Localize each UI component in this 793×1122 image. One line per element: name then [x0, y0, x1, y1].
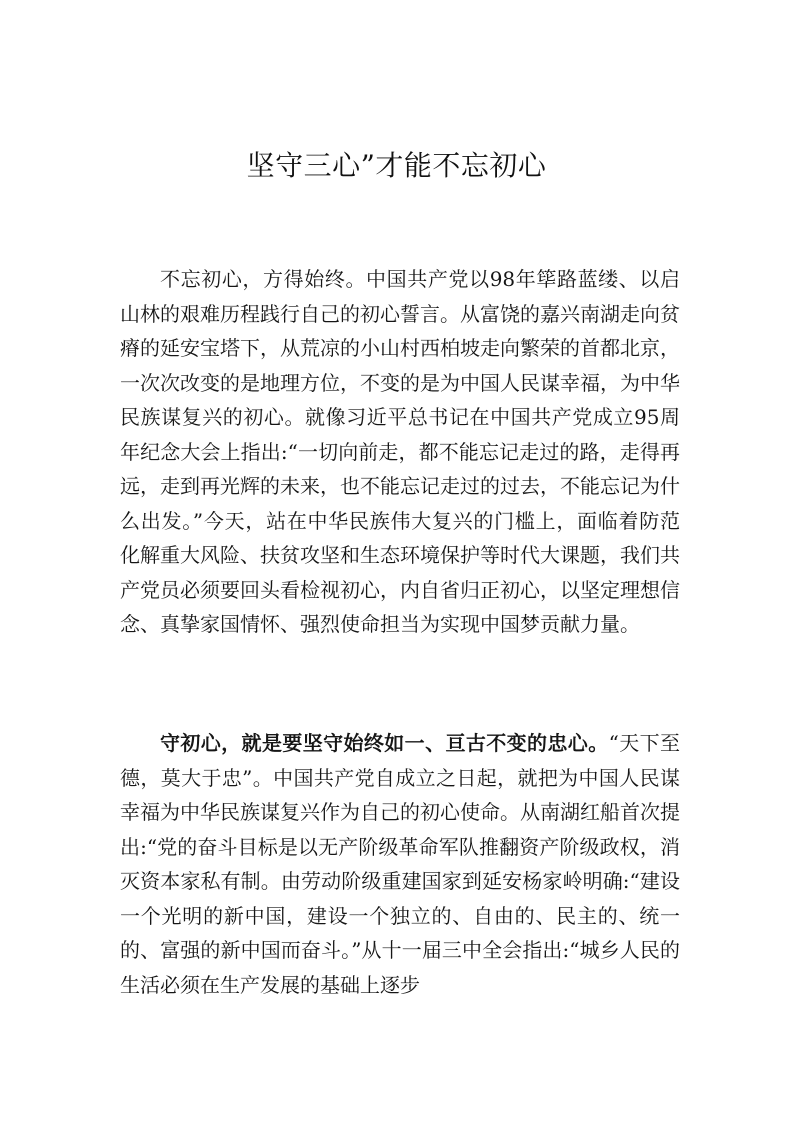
paragraph-2	[120, 726, 680, 1002]
document-title: 坚守三心”才能不忘初心	[246, 149, 547, 182]
paragraph-1-text: 不忘初心，方得始终。中国共产党以98年筚路蓝缕、以启山林的艰难历程践行自己的初心誓言。从富饶的嘉兴南湖走向贫瘠的延安宝塔下，从荒凉的小山村西柏坡走向繁荣的首都北京，一次次改变的是地理方位，不变的是为中国人民谋幸福，为中华民族谋复兴的初心。就像习近平总书记在中国共产党成立95周年纪念大会上指出:“一切向前走，都不能忘记走过的路，走得再远，走到再光辉的未来，也不能忘记走过的过去，不能忘记为什么出发。”今天，站在中华民族伟大复兴的门槛上，面临着防范化解重大风险、扶贫攻坚和生态环境保护等时代大课题，我们共产党员必须要回头看检视初心，内自省归正初心，以坚定理想信念、真挚家国情怀、强烈使命担当为实现中国梦贡献力量。	[120, 267, 680, 636]
paragraph-2-text: “天下至德，莫大于忠”。中国共产党自成立之日起，就把为中国人民谋幸福为中华民族谋复兴作为自己的初心使命。从南湖红船首次提出:“党的奋斗目标是以无产阶级革命军队推翻资产阶级政权，消灭资本家私有制。由劳动阶级重建国家到延安杨家岭明确:“建设一个光明的新中国，建设一个独立的、自由的、民主的、统一的、富强的新中国而奋斗。”从十一届三中全会指出:“城乡人民的生活必须在生产发展的基础上逐步	[120, 731, 680, 997]
paragraph-2-lead: 守初心，就是要坚守始终如一、亘古不变的忠心。	[160, 731, 609, 755]
paragraph-1	[120, 262, 680, 642]
